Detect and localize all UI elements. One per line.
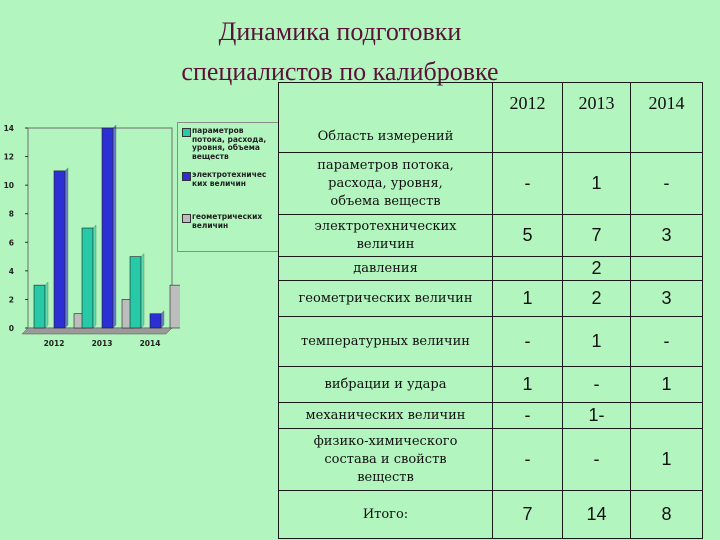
table-row <box>279 367 703 403</box>
legend-label: геометрических величин <box>192 212 263 230</box>
y-tick-label: 6 <box>8 238 14 248</box>
row-value: 1 <box>563 317 631 367</box>
slide-title-line1: Динамика подготовки <box>218 17 462 46</box>
row-value <box>631 257 703 281</box>
bar-side <box>113 125 116 328</box>
y-tick-label: 10 <box>3 181 14 191</box>
table-header-row <box>279 83 703 153</box>
row-value: 2 <box>563 281 631 317</box>
row-value: - <box>563 367 631 403</box>
table-row <box>279 257 703 281</box>
bar <box>130 257 141 328</box>
bar-side <box>161 311 164 328</box>
chart-floor <box>22 328 172 334</box>
row-value: - <box>493 403 563 429</box>
bar <box>102 128 113 328</box>
bar-chart <box>0 108 180 348</box>
row-value: 1- <box>563 403 631 429</box>
row-value: 14 <box>563 491 631 539</box>
bar <box>170 285 180 328</box>
slide-title-line2: специалистов по калибровке <box>181 57 499 86</box>
x-tick-label: 2014 <box>139 339 161 348</box>
y-tick-label: 14 <box>3 124 14 133</box>
row-name: давления <box>279 257 493 281</box>
bar <box>54 171 65 328</box>
row-name: Итого: <box>279 491 493 539</box>
row-name: электротехнических величин <box>279 215 493 257</box>
x-tick-label: 2013 <box>91 339 113 348</box>
row-name: температурных величин <box>279 317 493 367</box>
table-row <box>279 153 703 215</box>
data-table <box>278 82 702 540</box>
row-value: 1 <box>493 281 563 317</box>
row-value: 1 <box>631 367 703 403</box>
row-value <box>493 257 563 281</box>
row-value: 1 <box>493 367 563 403</box>
row-value: 2 <box>563 257 631 281</box>
legend-label: электротехничес ких величин <box>192 170 267 188</box>
legend-swatch <box>182 172 191 181</box>
y-tick-label: 0 <box>8 324 14 333</box>
row-name: параметров потока, расхода, уровня, объема веществ <box>279 153 493 215</box>
bar <box>82 228 93 328</box>
row-value: - <box>631 317 703 367</box>
table-row <box>279 215 703 257</box>
header-label: Область измерений <box>279 83 493 153</box>
row-value: 5 <box>493 215 563 257</box>
row-name: механических величин <box>279 403 493 429</box>
y-tick-label: 8 <box>8 209 14 219</box>
legend-swatch <box>182 128 191 137</box>
row-value: 1 <box>563 153 631 215</box>
row-name: вибрации и удара <box>279 367 493 403</box>
bar <box>34 285 45 328</box>
row-value: 7 <box>563 215 631 257</box>
row-value: 1 <box>631 429 703 491</box>
table-row <box>279 491 703 539</box>
table-row <box>279 317 703 367</box>
header-year: 2014 <box>631 83 703 153</box>
row-name: геометрических величин <box>279 281 493 317</box>
row-value: - <box>493 429 563 491</box>
row-value: - <box>493 153 563 215</box>
row-value: - <box>493 317 563 367</box>
plot-area <box>28 128 172 328</box>
y-tick-label: 2 <box>8 295 14 305</box>
row-value: 7 <box>493 491 563 539</box>
y-tick-label: 12 <box>3 152 14 162</box>
bar-side <box>141 254 144 328</box>
table-row <box>279 403 703 429</box>
row-value: - <box>563 429 631 491</box>
row-value: - <box>631 153 703 215</box>
table-row <box>279 281 703 317</box>
bar <box>150 314 161 328</box>
x-tick-label: 2012 <box>43 339 65 348</box>
legend-label: параметров потока, расхода, уровня, объема веществ <box>192 126 267 161</box>
row-value <box>631 403 703 429</box>
header-year: 2013 <box>563 83 631 153</box>
row-value: 8 <box>631 491 703 539</box>
table-row <box>279 429 703 491</box>
row-value: 3 <box>631 281 703 317</box>
bar-side <box>65 168 68 328</box>
y-tick-label: 4 <box>8 266 14 276</box>
header-year: 2012 <box>493 83 563 153</box>
row-name: физико-химического состава и свойств веществ <box>279 429 493 491</box>
bar-side <box>93 225 96 328</box>
chart-legend <box>177 122 279 252</box>
row-value: 3 <box>631 215 703 257</box>
legend-swatch <box>182 214 191 223</box>
bar-side <box>45 282 48 328</box>
